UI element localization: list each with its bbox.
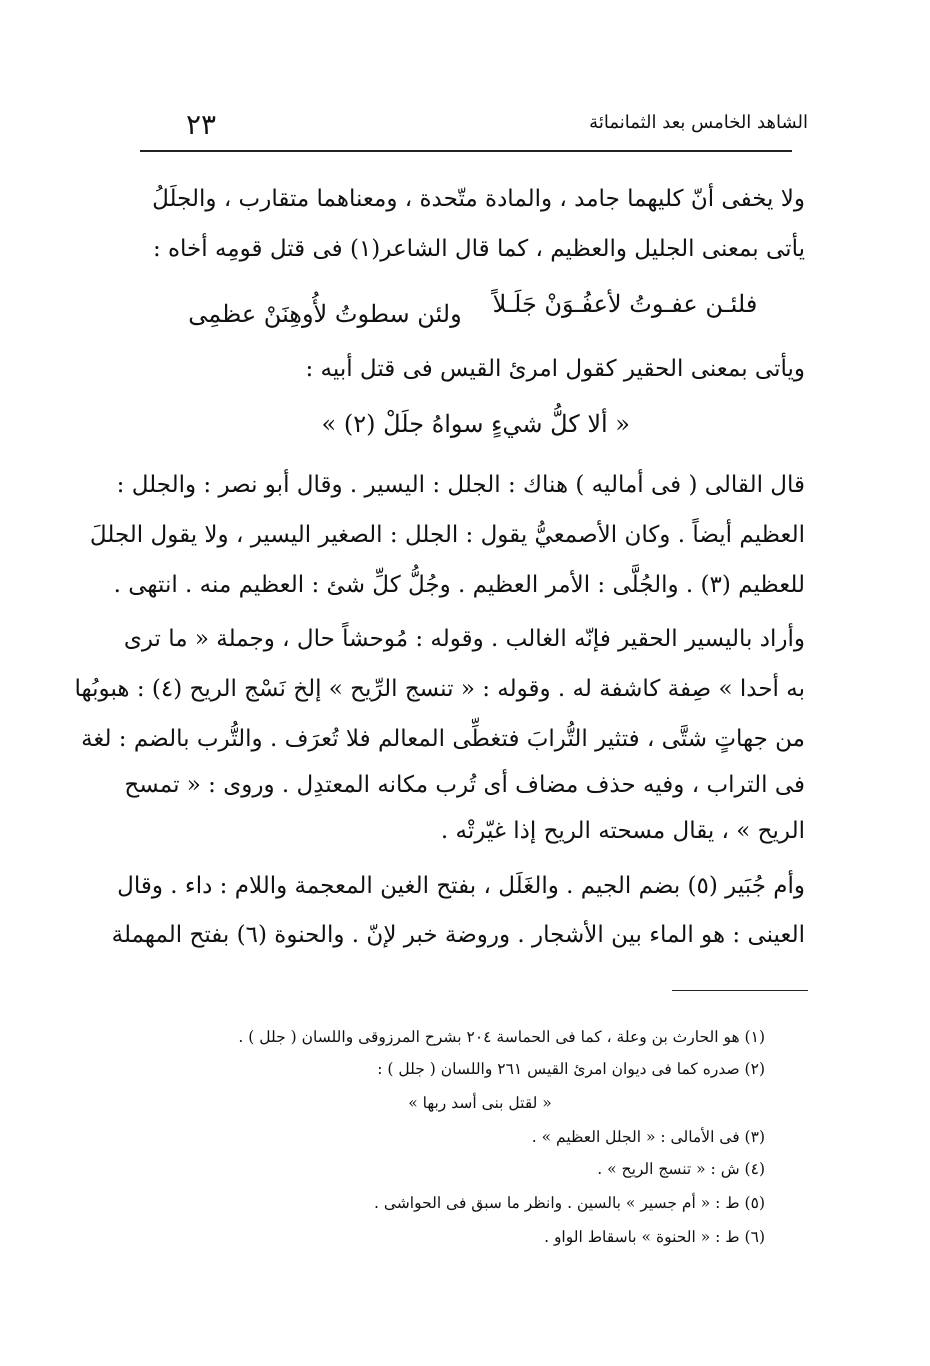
body-line: من جهاتٍ شتَّى ، فتثير التُّرابَ فتغطِّى المعالم فلا تُعرَف . والتُّرب بالضم : لغة xyxy=(81,726,805,752)
verse-hemistich-first: فلئـن عفـوتُ لأعفُـوَنْ جَلَـلاً xyxy=(492,290,758,318)
footnote-item: (٤) ش : « تنسج الريح » . xyxy=(597,1160,765,1178)
footnote-item: (١) هو الحارث بن وعلة ، كما فى الحماسة ٢٠٤ بشرح المرزوقى واللسان ( جلل ) . xyxy=(238,1028,765,1046)
verse-hemistich-second: ولئن سطوتُ لأُوهِنَنْ عظمِى xyxy=(188,300,462,328)
body-line: وأم جُبَير (٥) بضم الجيم . والغَلَل ، بفتح الغين المعجمة واللام : داء . وقال xyxy=(117,873,805,899)
body-line: قال القالى ( فى أماليه ) هناك : الجلل : اليسير . وقال أبو نصر : والجلل : xyxy=(116,472,805,498)
body-line: فى التراب ، وفيه حذف مضاف أى تُرب مكانه المعتدِل . وروى : « تمسح xyxy=(124,772,805,798)
body-line: به أحدا » صِفة كاشفة له . وقوله : « تنسج الرِّيح » إلخ نَسْج الريح (٤) : هبوبُها xyxy=(74,676,805,702)
running-header-title: الشاهد الخامس بعد الثمانمائة xyxy=(589,112,808,133)
verse-line: « ألا كلُّ شيءٍ سواهُ جلَلْ (٢) » xyxy=(321,410,630,438)
footnote-item: (٥) ط : « أم جسير » بالسين . وانظر ما سبق فى الحواشى . xyxy=(374,1194,765,1212)
body-line: يأتى بمعنى الجليل والعظيم ، كما قال الشاعر(١) فى قتل قومِه أخاه : xyxy=(152,236,805,262)
body-line: ولا يخفى أنّ كليهما جامد ، والمادة متّحدة ، ومعناهما متقارب ، والجلَلُ xyxy=(152,186,805,212)
body-line: وأراد باليسير الحقير فإنّه الغالب . وقوله : مُوحشاً حال ، وجملة « ما ترى xyxy=(123,626,805,652)
footnote-verse: « لقتل بنى أسد ربها » xyxy=(408,1094,552,1112)
body-line: العينى : هو الماء بين الأشجار . وروضة خبر لإنّ . والحنوة (٦) بفتح المهملة xyxy=(111,922,805,948)
header-divider xyxy=(140,150,792,152)
body-line: العظيم أيضاً . وكان الأصمعيُّ يقول : الجلل : الصغير اليسير ، ولا يقول الجللَ xyxy=(89,522,805,548)
footnote-item: (٦) ط : « الحنوة » باسقاط الواو . xyxy=(544,1228,765,1246)
page-number: ٢٣ xyxy=(186,108,217,141)
body-line: للعظيم (٣) . والجُلَّى : الأمر العظيم . وجُلُّ كلِّ شئ : العظيم منه . انتهى . xyxy=(113,572,805,598)
body-line: ويأتى بمعنى الحقير كقول امرئ القيس فى قتل أبيه : xyxy=(305,356,805,382)
footnote-item: (٣) فى الأمالى : « الجلل العظيم » . xyxy=(531,1128,765,1146)
footnote-item: (٢) صدره كما فى ديوان امرئ القيس ٢٦١ واللسان ( جلل ) : xyxy=(377,1060,765,1078)
body-line: الريح » ، يقال مسحته الريح إذا غيّرتْه . xyxy=(440,818,805,844)
footnote-divider xyxy=(672,990,808,991)
